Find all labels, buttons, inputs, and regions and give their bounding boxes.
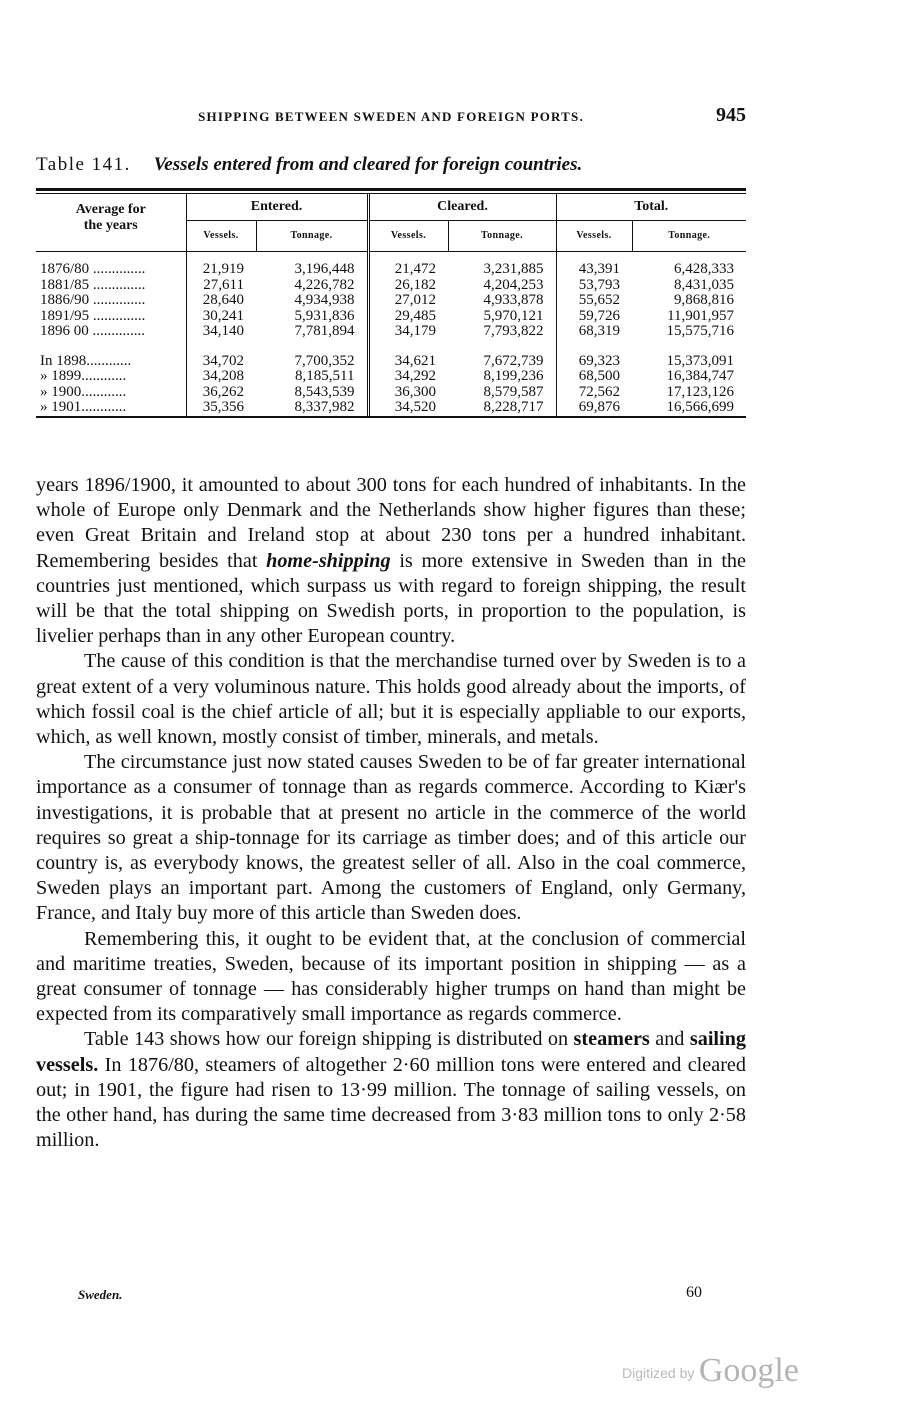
cell-entered-tonnage: 7,700,352 <box>256 354 368 370</box>
cell-total-vessels: 53,793 <box>578 276 620 293</box>
row-year: » 1901............ <box>36 400 186 416</box>
table-row <box>36 369 746 385</box>
header-cleared-tonnage: Tonnage. <box>448 221 556 252</box>
cell-cleared-vessels: 34,520 <box>394 399 436 415</box>
watermark-prefix: Digitized by <box>622 1365 695 1381</box>
cell-entered-tonnage: 5,931,836 <box>256 309 368 325</box>
paragraph: The cause of this condition is that the merchandise turned over by Sweden is to a great extent of a very voluminous nature. This holds good already about the imports, of which fossil coal is the chief article of all; but it is especially appliable to our exports, which, as well known, mostly consist of timber, minerals, and metals. <box>36 650 746 749</box>
cell-cleared-vessels: 27,012 <box>394 292 436 308</box>
table-title: Vessels entered from and cleared for foreign countries. <box>153 154 583 175</box>
cell-cleared-vessels: 34,621 <box>394 352 436 369</box>
cell-total-tonnage: 11,901,957 <box>667 307 735 324</box>
cell-cleared-vessels: 34,292 <box>394 368 436 384</box>
footer-sheet-number: 60 <box>686 1284 702 1301</box>
table-row <box>36 252 746 278</box>
paragraph: Remembering this, it ought to be evident that, at the conclusion of commercial and maritime treaties, Sweden, because of its important position in shipping — as a great consumer of tonnage — has considerably higher trumps on hand than might be expected from its comparatively small importance as regards commerce. <box>36 927 746 1026</box>
cell-entered-tonnage: 3,196,448 <box>256 252 368 278</box>
cell-cleared-vessels: 34,179 <box>394 323 436 339</box>
header-average-line1: Average for <box>75 202 146 217</box>
cell-entered-vessels: 34,208 <box>202 368 244 384</box>
page-number: 945 <box>716 104 746 126</box>
header-entered-vessels: Vessels. <box>186 221 256 252</box>
table-caption <box>36 154 746 176</box>
cell-cleared-tonnage: 4,204,253 <box>448 278 556 294</box>
header-entered-tonnage: Tonnage. <box>256 221 368 252</box>
watermark-brand: Google <box>698 1352 799 1389</box>
data-table <box>36 194 746 416</box>
cell-total-tonnage: 15,373,091 <box>666 352 735 369</box>
cell-total-tonnage: 17,123,126 <box>666 383 735 400</box>
cell-entered-vessels: 30,241 <box>202 307 244 324</box>
cell-cleared-tonnage: 7,793,822 <box>448 324 556 340</box>
cell-entered-vessels: 35,356 <box>202 399 244 415</box>
running-head <box>36 104 746 128</box>
keyword-steamers: steamers <box>573 1028 650 1051</box>
footer-signature: Sweden. <box>78 1287 123 1302</box>
body-text <box>36 473 746 1153</box>
header-total-tonnage: Tonnage. <box>632 221 746 252</box>
table-row <box>36 324 746 340</box>
cell-entered-tonnage: 7,781,894 <box>256 324 368 340</box>
header-cleared-vessels: Vessels. <box>368 221 448 252</box>
cell-cleared-tonnage: 8,199,236 <box>448 369 556 385</box>
header-cleared: Cleared. <box>368 194 556 221</box>
cell-cleared-tonnage: 4,933,878 <box>448 293 556 309</box>
cell-total-tonnage: 15,575,716 <box>666 323 735 339</box>
cell-entered-vessels: 34,140 <box>202 323 244 339</box>
row-year: 1886/90 .............. <box>36 293 186 309</box>
paragraph: years 1896/1900, it amounted to about 300 tons for each hundred of inhabitants. In the whole of Europe only Denmark and the Netherlands show higher figures than these; even Great Britain and Ireland stop at about 230 tons per a hundred inhabitant. Remembering besides that home-shipping is more extensive in Sweden than in the countries just mentioned, which surpass us with regard to foreign shipping, the result will be that the total shipping on Swedish ports, in proportion to the population, is livelier perhaps than in any other European country. <box>36 474 746 648</box>
header-average-for-years <box>36 194 186 252</box>
table-row <box>36 309 746 325</box>
cell-cleared-tonnage: 5,970,121 <box>448 309 556 325</box>
table-row <box>36 293 746 309</box>
paragraph: Table 143 shows how our foreign shipping is distributed on steamers and sailing vessels. In 1876/80, steamers of altogether 2·60 million tons were entered and cleared out; in 1901, the figure had risen to 13·99 million. The tonnage of sailing vessels, on the other hand, has during the same time decreased from 3·83 million tons to only 2·58 million. <box>36 1028 746 1152</box>
cell-entered-vessels: 28,640 <box>202 292 244 308</box>
table-row <box>36 400 746 416</box>
header-entered: Entered. <box>186 194 368 221</box>
row-year: 1876/80 .............. <box>36 252 186 278</box>
cell-entered-tonnage: 8,337,982 <box>256 400 368 416</box>
cell-entered-tonnage: 4,226,782 <box>256 278 368 294</box>
digitized-watermark <box>622 1352 799 1390</box>
cell-total-vessels: 69,876 <box>578 399 620 415</box>
row-year: 1881/85 .............. <box>36 278 186 294</box>
cell-total-vessels: 55,652 <box>578 292 620 308</box>
header-total-vessels: Vessels. <box>556 221 632 252</box>
cell-total-tonnage: 16,566,699 <box>666 399 735 415</box>
row-year: 1891/95 .............. <box>36 309 186 325</box>
row-year: » 1900............ <box>36 385 186 401</box>
table-spacer-row <box>36 340 746 354</box>
cell-total-tonnage: 9,868,816 <box>674 292 735 308</box>
cell-total-tonnage: 8,431,035 <box>674 276 735 293</box>
cell-cleared-tonnage: 8,228,717 <box>448 400 556 416</box>
cell-entered-vessels: 34,702 <box>202 352 244 369</box>
cell-cleared-tonnage: 8,579,587 <box>448 385 556 401</box>
keyword-sailing-vessels: sailing vessels. <box>36 1028 746 1076</box>
table-row <box>36 354 746 370</box>
cell-entered-tonnage: 8,185,511 <box>256 369 368 385</box>
cell-total-vessels: 72,562 <box>578 383 620 400</box>
cell-cleared-vessels: 29,485 <box>394 307 436 324</box>
emphasis-home-shipping: home-shipping <box>266 549 391 572</box>
table-row <box>36 385 746 401</box>
cell-total-vessels: 43,391 <box>578 261 620 277</box>
cell-entered-tonnage: 8,543,539 <box>256 385 368 401</box>
cell-total-vessels: 68,319 <box>578 323 620 339</box>
cell-cleared-vessels: 36,300 <box>394 383 436 400</box>
cell-total-tonnage: 16,384,747 <box>666 368 735 384</box>
table-row <box>36 278 746 294</box>
table-top-rule <box>36 188 746 191</box>
table-bottom-rule <box>36 416 746 418</box>
row-year: In 1898............ <box>36 354 186 370</box>
cell-cleared-vessels: 21,472 <box>394 261 436 277</box>
row-year: 1896 00 .............. <box>36 324 186 340</box>
row-year: » 1899............ <box>36 369 186 385</box>
cell-cleared-tonnage: 7,672,739 <box>448 354 556 370</box>
cell-cleared-vessels: 26,182 <box>394 276 436 293</box>
shipping-table <box>36 188 746 418</box>
cell-entered-vessels: 21,919 <box>202 261 244 277</box>
table-label: Table 141. <box>36 154 131 175</box>
cell-total-vessels: 69,323 <box>578 352 620 369</box>
paragraph: The circumstance just now stated causes Sweden to be of far greater international importance as a consumer of tonnage than as regards commerce. According to Kiær's investigations, it is probable that at present no article in the commerce of the world requires so great a ship-tonnage for its carriage as timber does; and of this article our country is, as everybody knows, the greatest seller of all. Also in the coal commerce, Sweden plays an important part. Among the customers of England, only Germany, France, and Italy buy more of this article than Sweden does. <box>36 751 746 925</box>
header-average-line2: the years <box>83 217 138 233</box>
cell-total-vessels: 68,500 <box>578 368 620 384</box>
cell-total-tonnage: 6,428,333 <box>674 261 735 277</box>
cell-total-vessels: 59,726 <box>578 307 620 324</box>
header-total: Total. <box>556 194 746 221</box>
cell-entered-vessels: 36,262 <box>202 383 244 400</box>
cell-entered-vessels: 27,611 <box>203 276 244 293</box>
cell-cleared-tonnage: 3,231,885 <box>448 252 556 278</box>
running-title: SHIPPING BETWEEN SWEDEN AND FOREIGN PORTS. <box>198 109 584 124</box>
cell-entered-tonnage: 4,934,938 <box>256 293 368 309</box>
